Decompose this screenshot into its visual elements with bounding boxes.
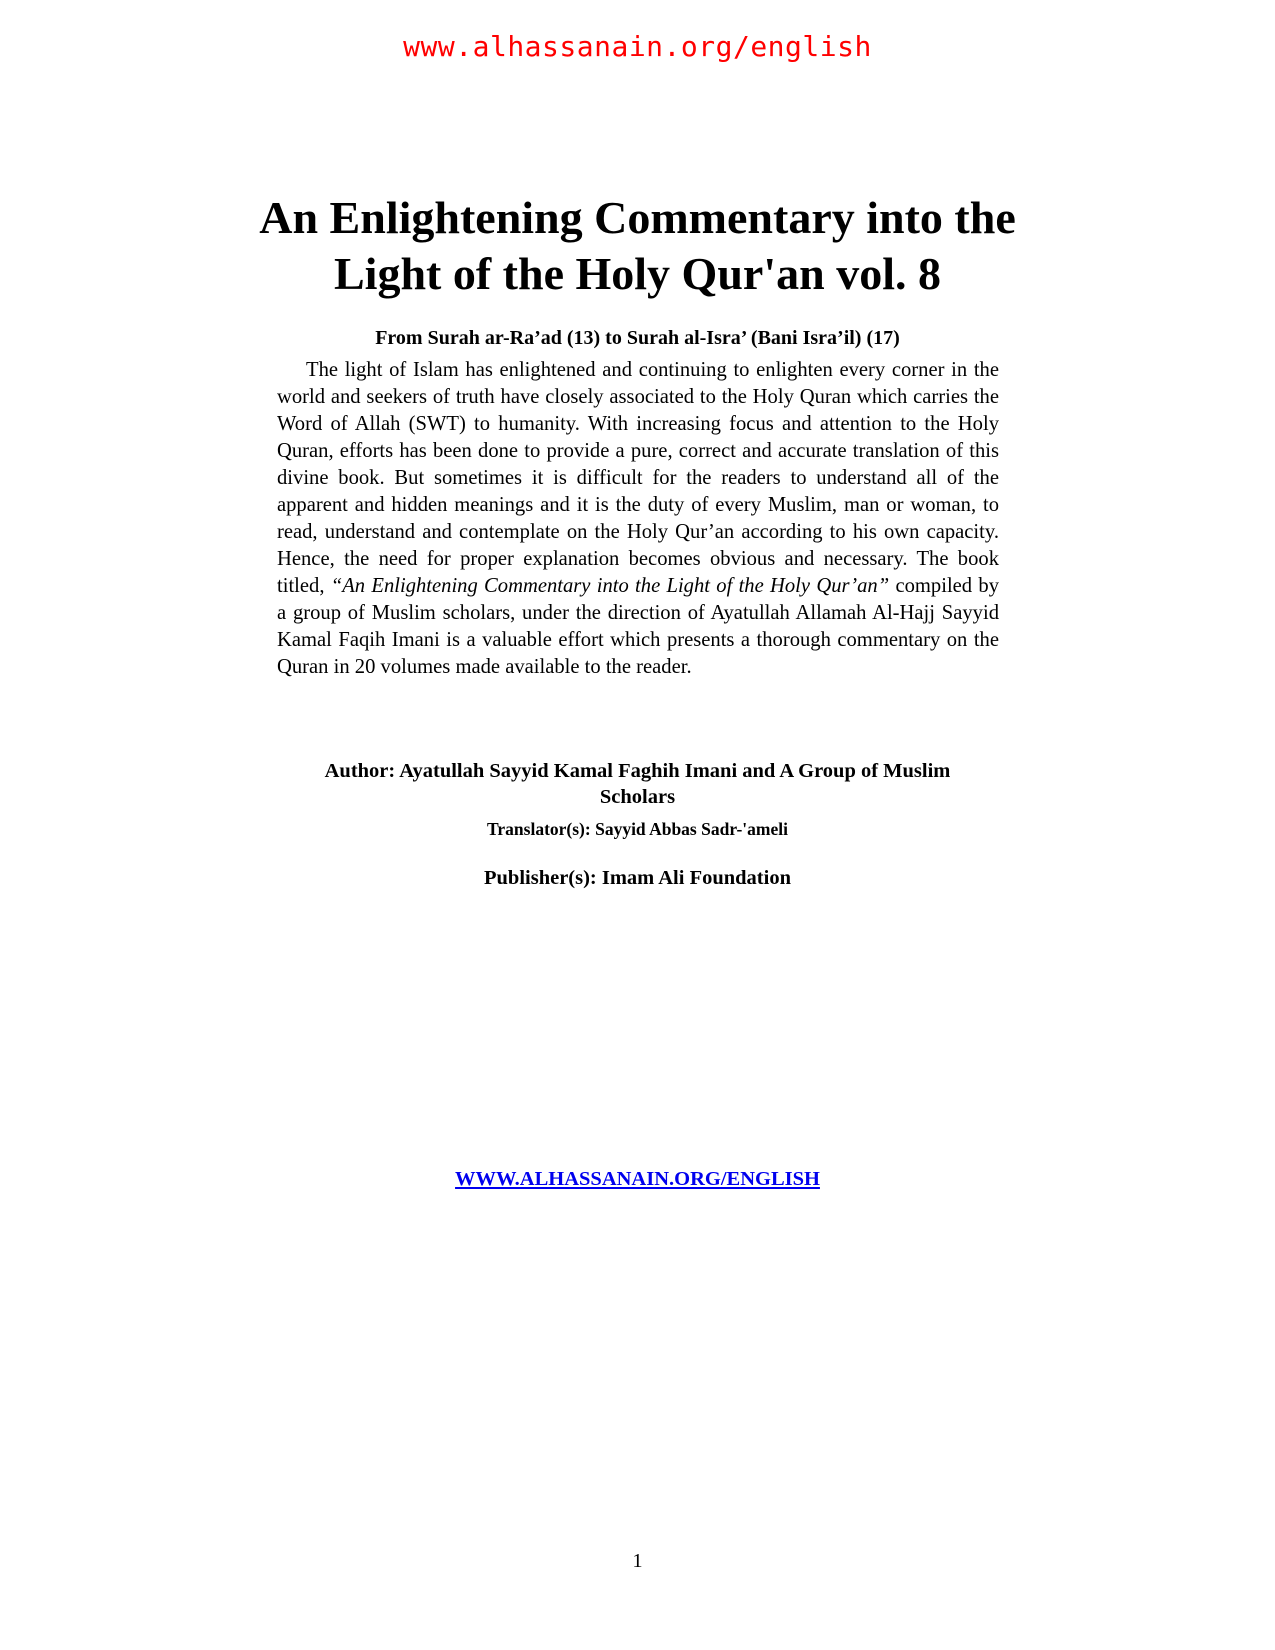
description-text-end: compiled by a group of Muslim scholars, under the direction of Ayatullah Allamah Al-Hajj Sayyid Kamal Faqih Imani is a valuable effort which presents a thorough commentary on the Quran in 20 volumes made available to the reader. <box>277 575 999 678</box>
book-subtitle: From Surah ar-Ra’ad (13) to Surah al-Isra’ (Bani Isra’il) (17) <box>375 327 900 349</box>
website-link[interactable]: WWW.ALHASSANAIN.ORG/ENGLISH <box>455 1168 820 1190</box>
page-number: 1 <box>632 1550 643 1572</box>
description-italic-title: “An Enlightening Commentary into the Light of the Holy Qur’an” <box>330 575 890 597</box>
author-line: Author: Ayatullah Sayyid Kamal Faghih Imani and A Group of Muslim Scholars <box>324 760 951 808</box>
translator-line: Translator(s): Sayyid Abbas Sadr-'ameli <box>487 819 788 839</box>
book-title: An Enlightening Commentary into the Light of the Holy Qur'an vol. 8 <box>259 192 1016 299</box>
publisher-line: Publisher(s): Imam Ali Foundation <box>484 867 791 889</box>
book-description <box>277 357 999 681</box>
header-url: www.alhassanain.org/english <box>403 30 872 63</box>
footer-link-container <box>0 1166 1275 1192</box>
description-text-start: The light of Islam has enlightened and continuing to enlighten every corner in the world and seekers of truth have closely associated to the Holy Quran which carries the Word of Allah (SWT) to humanity. With increasing focus and attention to the Holy Quran, efforts has been done to provide a pure, correct and accurate translation of this divine book. But sometimes it is difficult for the readers to understand all of the apparent and hidden meanings and it is the duty of every Muslim, man or woman, to read, understand and contemplate on the Holy Qur’an according to his own capacity. Hence, the need for proper explanation becomes obvious and necessary. The book titled, <box>277 359 999 597</box>
